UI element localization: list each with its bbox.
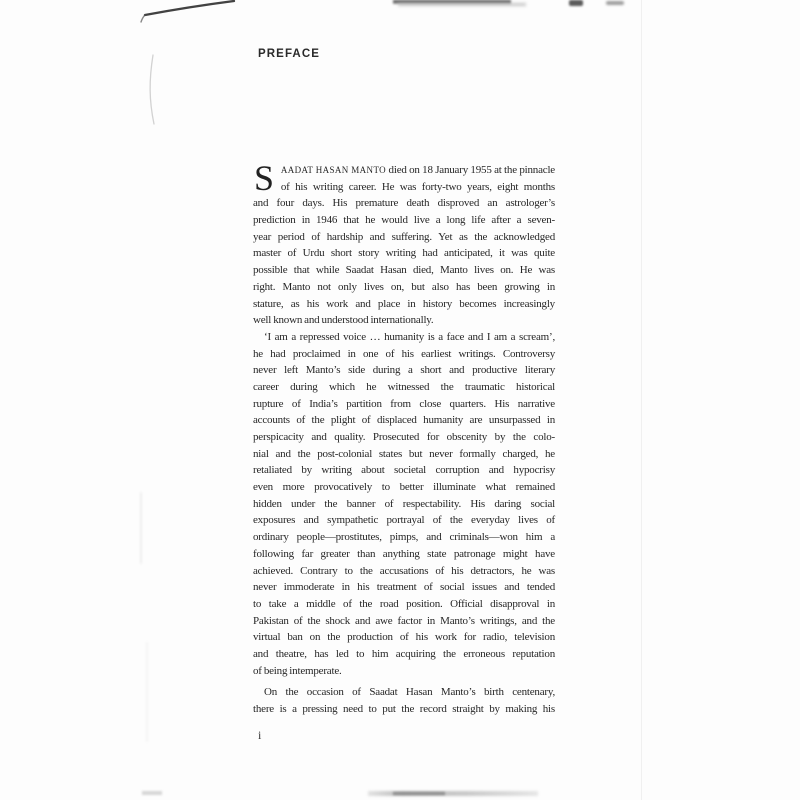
paragraph	[253, 684, 555, 717]
artifact-left-edge-curve	[150, 55, 154, 124]
text-line: there is a pressing need to put the record straight by making his	[253, 703, 555, 715]
paragraph	[253, 158, 555, 329]
text-line: never immoderate in his treatment of social issues and tended	[253, 581, 555, 594]
artifact-left-faint-mark-2	[146, 642, 148, 742]
artifact-top-mark	[569, 0, 583, 6]
text-line: and theatre, has led to him acquiring the erroneous reputation	[253, 647, 555, 660]
artifact-top-smear	[393, 0, 511, 4]
text-line: and four days. His premature death disproved an astrologer’s	[253, 197, 555, 210]
artifact-left-faint-mark	[140, 492, 142, 564]
text-line: hidden under the banner of respectability. His daring social	[253, 497, 555, 510]
text-line: ordinary people—prostitutes, pimps, and criminals—won him a	[253, 531, 555, 544]
text-line: year period of hardship and suffering. Yet as the acknowledged	[253, 230, 555, 243]
body-text	[253, 158, 555, 718]
artifact-bottom-left-speck	[142, 791, 162, 795]
text-line: he had proclaimed in one of his earliest writings. Controversy	[253, 347, 555, 360]
text-line: prediction in 1946 that he would live a long life after a seven-	[253, 214, 555, 227]
text-line: rupture of India’s partition from close quarters. His narrative	[253, 397, 555, 410]
text-line: following far greater than anything state patronage might have	[253, 547, 555, 560]
paragraph	[253, 329, 555, 679]
artifact-top-mark-2	[606, 1, 624, 5]
text-line: stature, as his work and place in history becomes increasingly	[253, 297, 555, 310]
text-line: possible that while Saadat Hasan died, Manto lives on. He was	[253, 264, 555, 277]
text-line: perspicacity and quality. Prosecuted for obscenity by the colo-	[253, 431, 555, 443]
small-caps-name: AADAT HASAN MANTO	[280, 165, 387, 175]
page-number: i	[258, 728, 262, 742]
text-line: nial and the post-colonial states but never formally charged, he	[253, 447, 555, 460]
artifact-top-left-curve-tail	[141, 15, 145, 22]
drop-cap: S	[254, 158, 274, 198]
text-line: achieved. Contrary to the accusations of his detractors, he was	[253, 564, 555, 577]
artifact-bottom-smudge-core	[393, 792, 445, 795]
text-line: Pakistan of the shock and awe factor in Manto’s writings, and the	[253, 614, 555, 627]
text-line: On the occasion of Saadat Hasan Manto’s birth centenary,	[264, 686, 555, 699]
text-line: retaliated by writing about societal corruption and hypocrisy	[253, 464, 555, 477]
text-line: ‘I am a repressed voice … humanity is a face and I am a scream’,	[264, 330, 555, 343]
artifact-top-left-curve	[145, 1, 234, 15]
text-line: virtual ban on the production of his work for radio, television	[253, 631, 555, 644]
text-line: well known and understood internationally.	[253, 314, 434, 327]
page-right-edge	[641, 0, 642, 800]
text-line: even more provocatively to better illuminate what remained	[253, 481, 555, 494]
artifact-top-smear-soft	[398, 3, 526, 6]
text-line: AADAT HASAN MANTO died on 18 January 1955 at the pinnacle	[280, 164, 555, 176]
text-line: exposures and sympathetic portrayal of the everyday lives of	[253, 514, 555, 527]
text-line: of being intemperate.	[253, 664, 342, 677]
text-line: never left Manto’s side during a short and productive literary	[253, 364, 555, 377]
text-line: master of Urdu short story writing had anticipated, it was quite	[253, 247, 555, 260]
chapter-title: PREFACE	[258, 48, 321, 60]
text-line: accounts of the plight of displaced humanity are unsurpassed in	[253, 414, 555, 427]
text-line: to take a middle of the road position. Official disapproval in	[253, 597, 555, 610]
text-line: of his writing career. He was forty-two years, eight months	[280, 180, 555, 193]
text-line: career during which he witnessed the traumatic historical	[253, 380, 555, 393]
text-line: right. Manto not only lives on, but also has been growing in	[253, 280, 555, 293]
artifact-bottom-smudge	[368, 791, 538, 796]
